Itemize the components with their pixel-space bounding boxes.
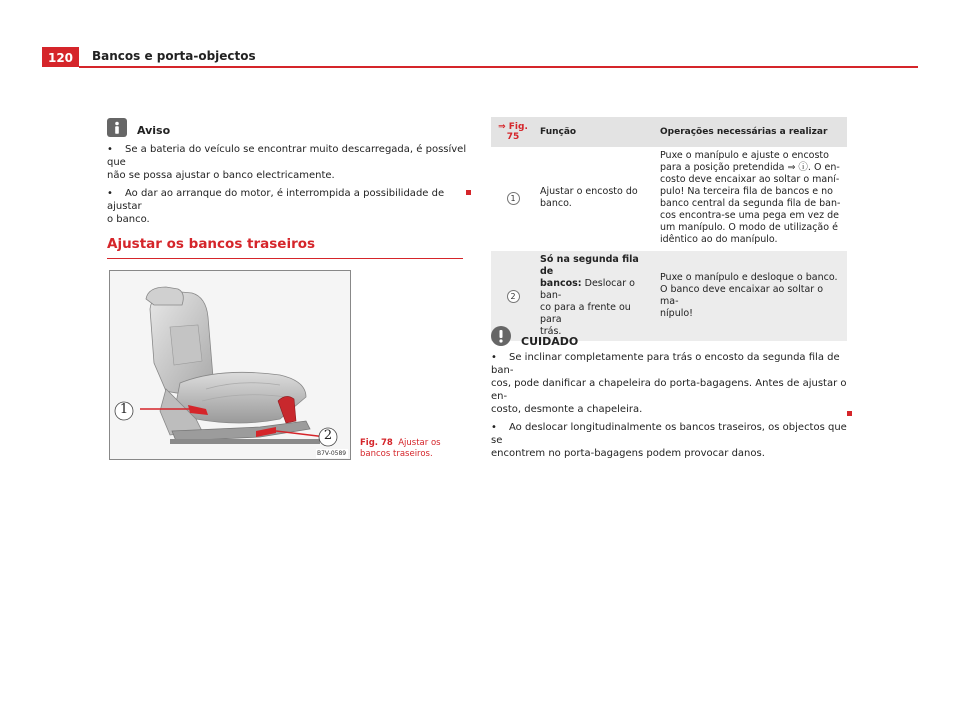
table-header-row — [491, 117, 847, 147]
func-line: co para a frente ou para — [540, 302, 631, 325]
caution-line: Se inclinar completamente para trás o encosto da segunda fila de ban- — [491, 352, 840, 376]
func-bold-line: Só na segunda fila de — [540, 254, 639, 277]
op-line: um manípulo. O modo de utilização é — [660, 222, 838, 233]
caution-line: costo, desmonte a chapeleira. — [491, 404, 643, 415]
ref-badge: 2 — [507, 290, 520, 303]
op-line: pulo! Na terceira fila de bancos e no — [660, 186, 833, 197]
info-icon — [107, 118, 127, 137]
figure-caption — [360, 438, 470, 459]
op-line: Puxe o manípulo e ajuste o encosto — [660, 150, 829, 161]
caution-box — [491, 326, 847, 460]
notice-line: o banco. — [107, 214, 150, 225]
notice-title: Aviso — [137, 124, 171, 137]
caution-bullet: • Se inclinar completamente para trás o encosto da segunda fila de ban- cos, pode danificar a chapeleira do porta-bagagens. Antes de ajustar o en- costo, desmonte a chapeleira. — [491, 352, 847, 415]
function-table — [491, 117, 847, 343]
caution-title: CUIDADO — [521, 335, 579, 348]
section-title: Ajustar os bancos traseiros — [107, 236, 316, 252]
caution-line: cos, pode danificar a chapeleira do porta-bagagens. Antes de ajustar o en- — [491, 378, 847, 402]
callout-1-label: 1 — [119, 402, 129, 417]
func-line: trás. — [540, 326, 562, 337]
notice-box — [107, 118, 467, 226]
section-end-marker — [466, 190, 471, 195]
page-header — [42, 47, 918, 67]
header-function: Função — [535, 117, 655, 147]
warning-icon — [491, 326, 511, 346]
op-line: Puxe o manípulo e desloque o banco. — [660, 272, 838, 283]
figure-code: B7V-0589 — [317, 450, 347, 457]
caution-header — [491, 326, 847, 346]
op-line: O banco deve encaixar ao soltar o ma- — [660, 284, 824, 307]
notice-line: Ao dar ao arranque do motor, é interrompida a possibilidade de ajustar — [107, 188, 445, 212]
header-operations: Operações necessárias a realizar — [655, 117, 847, 147]
caution-bullet: • Ao deslocar longitudinalmente os bancos traseiros, os objectos que se encontrem no porta-bagagens podem provocar danos. — [491, 422, 847, 459]
op-line: cos encontra-se uma pega em vez de — [660, 210, 839, 221]
seat-illustration — [110, 271, 350, 459]
page-number: 120 — [42, 47, 79, 67]
section-end-marker — [847, 411, 852, 416]
notice-bullet: • Ao dar ao arranque do motor, é interrompida a possibilidade de ajustar o banco. — [107, 188, 445, 225]
callout-2-label: 2 — [323, 428, 333, 443]
func-bold-line: bancos: — [540, 278, 582, 289]
row-operations — [655, 147, 847, 250]
notice-header — [107, 118, 467, 138]
figure-caption-label: Fig. 78 — [360, 438, 393, 448]
ref-badge: 1 — [507, 192, 520, 205]
table-row — [491, 147, 847, 250]
header-ref-text: ⇒ Fig. 75 — [498, 122, 528, 142]
op-line: para a posição pretendida ⇒ ⓘ. O en- — [660, 162, 840, 173]
notice-line: não se possa ajustar o banco electricamente. — [107, 170, 335, 181]
op-line: banco central da segunda fila de ban- — [660, 198, 841, 209]
section-rule — [107, 258, 463, 259]
caution-line: encontrem no porta-bagagens podem provocar danos. — [491, 448, 765, 459]
chapter-title: Bancos e porta-objectos — [92, 49, 256, 63]
op-line: idêntico ao do manípulo. — [660, 234, 778, 245]
row-function: Ajustar o encosto do banco. — [535, 147, 655, 250]
func-line: Deslocar o ban- — [540, 278, 635, 301]
op-line: nípulo! — [660, 308, 693, 319]
header-rule — [79, 66, 918, 68]
seat-figure — [109, 270, 351, 460]
caution-line: Ao deslocar longitudinalmente os bancos traseiros, os objectos que se — [491, 422, 847, 446]
figure-caption-text: Ajustar os bancos traseiros. — [360, 438, 441, 459]
header-ref — [491, 117, 535, 147]
notice-line: Se a bateria do veículo se encontrar muito descarregada, é possível que — [107, 144, 467, 168]
notice-bullet: • Se a bateria do veículo se encontrar muito descarregada, é possível que não se possa ajustar o banco electricamente. — [107, 144, 467, 181]
op-line: costo deve encaixar ao soltar o maní- — [660, 174, 840, 185]
row-ref — [491, 147, 535, 250]
